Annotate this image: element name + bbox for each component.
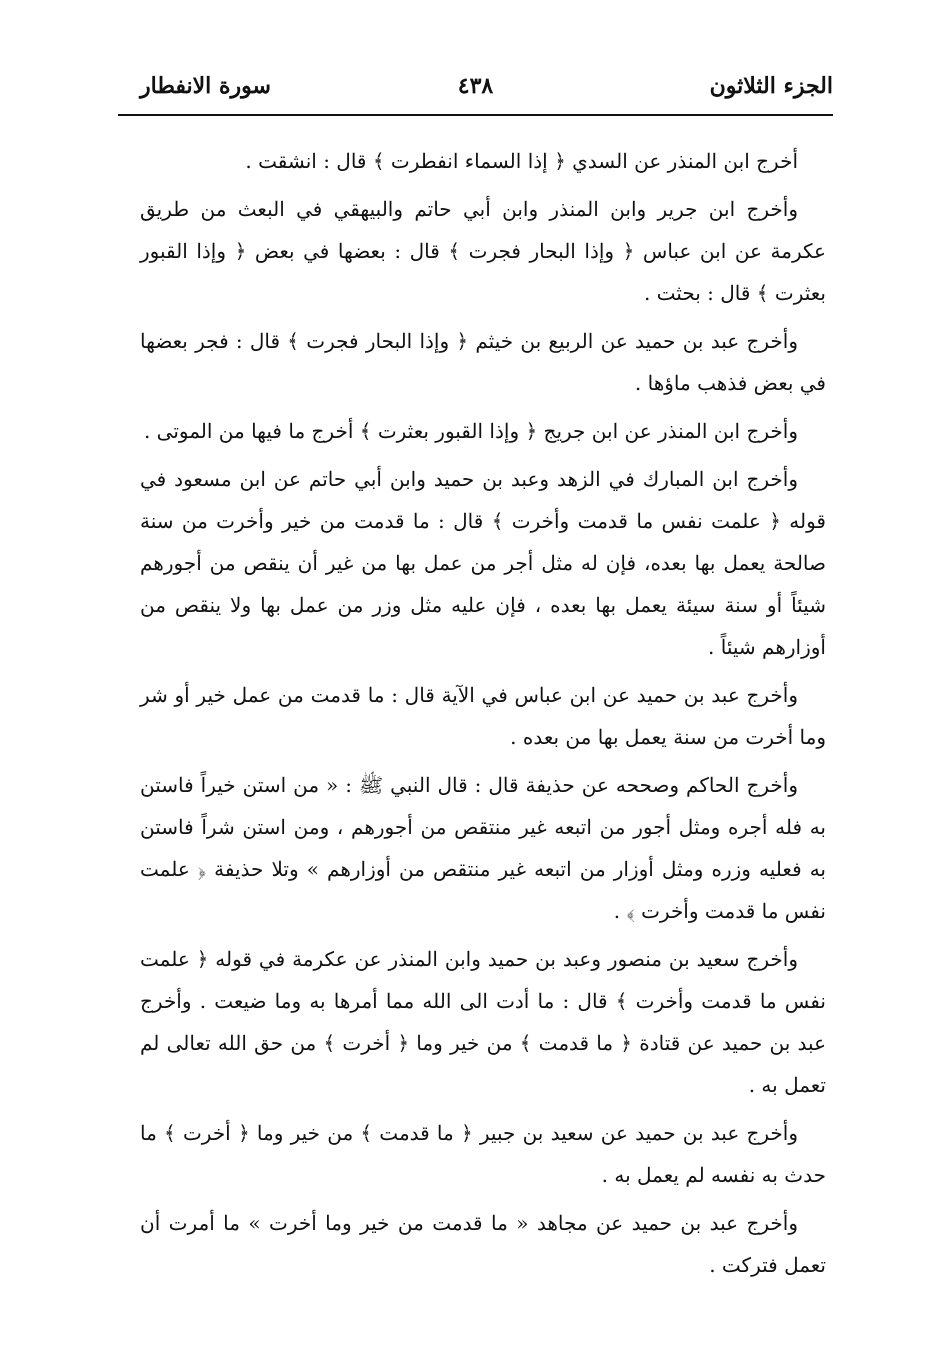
paragraph: وأخرج ابن جرير وابن المنذر وابن أبي حاتم والبيهقي في البعث من طريق عكرمة عن ابن عباس ﴿ وإذا البحار فجرت ﴾ قال : بعضها في بعض ﴿ وإذا القبور بعثرت ﴾ قال : بحثت . <box>140 197 826 305</box>
page-number: ٤٣٨ <box>457 73 494 99</box>
header-rule <box>118 114 833 116</box>
paragraph: وأخرج الحاكم وصححه عن حذيفة قال : قال النبي ﷺ : « من استن خيراً فاستن به فله أجره ومثل أجور من اتبعه غير منتقص من أجورهم ، ومن استن شراً فاستن به فعليه وزره ومثل أوزار من اتبعه غير منتقص من أوزارهم » وتلا حذيفة ﴿ علمت نفس ما قدمت وأخرت ﴾ . <box>140 773 826 923</box>
surah-title: سورة الانفطار <box>140 73 271 99</box>
running-header <box>118 70 833 114</box>
part-title: الجزء الثلاثون <box>709 73 833 99</box>
paragraph: وأخرج سعيد بن منصور وعبد بن حميد وابن المنذر عن عكرمة في قوله ﴿ علمت نفس ما قدمت وأخرت ﴾ قال : ما أدت الى الله مما أمرها به وما ضيعت . وأخرج عبد بن حميد عن قتادة ﴿ ما قدمت ﴾ من خير وما ﴿ أخرت ﴾ من حق الله تعالى لم تعمل به . <box>140 947 826 1097</box>
paragraph: وأخرج عبد بن حميد عن ابن عباس في الآية قال : ما قدمت من عمل خير أو شر وما أخرت من سنة يعمل بها من بعده . <box>140 683 826 749</box>
paragraph: وأخرج ابن المنذر عن ابن جريج ﴿ وإذا القبور بعثرت ﴾ أخرج ما فيها من الموتى . <box>143 419 798 443</box>
page-body <box>140 140 826 1292</box>
paragraph: وأخرج عبد بن حميد عن مجاهد « ما قدمت من خير وما أخرت » ما أمرت أن تعمل فتركت . <box>140 1211 826 1277</box>
paragraph: وأخرج ابن المبارك في الزهد وعبد بن حميد وابن أبي حاتم عن ابن مسعود في قوله ﴿ علمت نفس ما قدمت وأخرت ﴾ قال : ما قدمت من خير وأخرت من سنة صالحة يعمل بها بعده، فإن له مثل أجر من عمل بها من غير أن ينقص من أجورهم شيئاً أو سنة سيئة يعمل بها بعده ، فإن عليه مثل وزر من عمل بها ولا ينقص من أوزارهم شيئاً . <box>140 467 826 659</box>
paragraph: وأخرج عبد بن حميد عن الربيع بن خيثم ﴿ وإذا البحار فجرت ﴾ قال : فجر بعضها في بعض فذهب ماؤها . <box>140 329 826 395</box>
paragraph: أخرج ابن المنذر عن السدي ﴿ إذا السماء انفطرت ﴾ قال : انشقت . <box>245 149 798 173</box>
paragraph: وأخرج عبد بن حميد عن سعيد بن جبير ﴿ ما قدمت ﴾ من خير وما ﴿ أخرت ﴾ ما حدث به نفسه لم يعمل به . <box>140 1121 826 1187</box>
